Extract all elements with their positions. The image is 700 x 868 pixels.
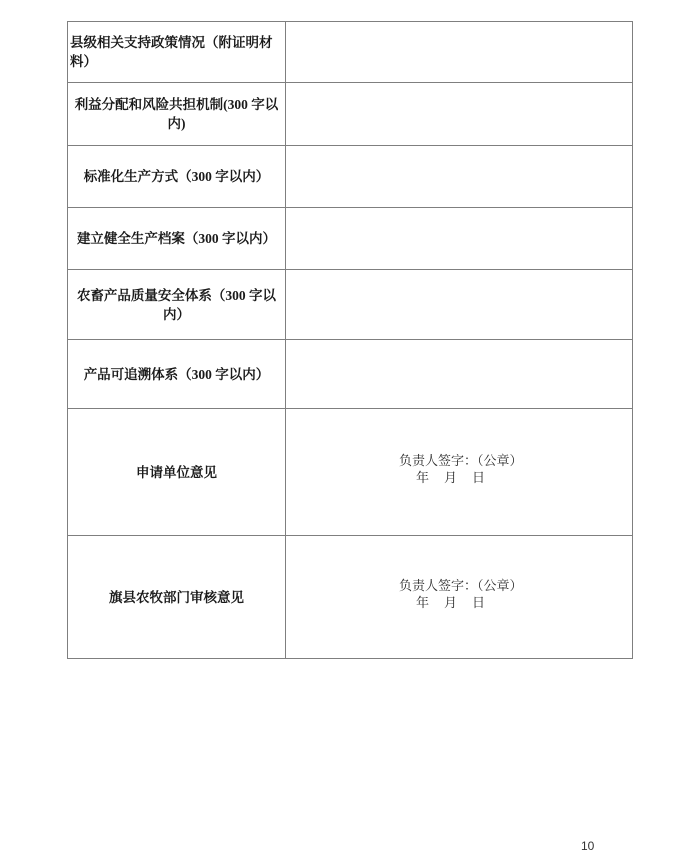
applicant-signature-block — [287, 452, 631, 493]
applicant-opinion-input-cell[interactable] — [286, 409, 633, 536]
row-label-applicant-opinion — [68, 409, 286, 536]
table-row-county-support-policy — [68, 22, 633, 83]
label-text: 建立健全生产档案（300 字以内） — [76, 231, 277, 246]
table-row-applicant-opinion — [68, 409, 633, 536]
label-text: 旗县农牧部门审核意见 — [109, 589, 244, 605]
row-label-standardized-production — [68, 146, 286, 208]
row-label-county-review-opinion — [68, 536, 286, 659]
table-row-traceability-system — [68, 340, 633, 409]
signature-line: 负责人签字：（公章） — [399, 577, 523, 593]
label-text: 农畜产品质量安全体系（300 字以内） — [76, 287, 277, 322]
table-row-benefit-risk-mechanism — [68, 83, 633, 146]
date-line: 年 月 日 — [416, 469, 487, 485]
label-text: 产品可追溯体系（300 字以内） — [83, 366, 270, 382]
table-row-county-review-opinion — [68, 536, 633, 659]
row-label-traceability-system — [68, 340, 286, 409]
county-review-opinion-input-cell[interactable] — [286, 536, 633, 659]
label-text: 标准化生产方式（300 字以内） — [83, 169, 270, 184]
signature-line: 负责人签字：（公章） — [399, 452, 523, 468]
application-form-table — [67, 21, 633, 659]
standardized-production-input-cell[interactable] — [286, 146, 633, 208]
row-label-benefit-risk-mechanism — [68, 83, 286, 146]
production-records-input-cell[interactable] — [286, 208, 633, 270]
label-text: 申请单位意见 — [136, 464, 217, 480]
row-label-quality-safety-system — [68, 270, 286, 340]
county-support-policy-input-cell[interactable] — [286, 22, 633, 83]
benefit-risk-mechanism-input-cell[interactable] — [286, 83, 633, 146]
table-row-production-records — [68, 208, 633, 270]
label-text: 县级相关支持政策情况（附证明材料） — [70, 35, 273, 69]
table-row-quality-safety-system — [68, 270, 633, 340]
page-number: 10 — [581, 839, 595, 853]
label-text: 利益分配和风险共担机制(300 字以内) — [74, 97, 279, 131]
date-line: 年 月 日 — [416, 594, 487, 610]
traceability-system-input-cell[interactable] — [286, 340, 633, 409]
table-row-standardized-production — [68, 146, 633, 208]
quality-safety-system-input-cell[interactable] — [286, 270, 633, 340]
review-signature-block — [287, 577, 631, 618]
row-label-county-support-policy — [68, 22, 286, 83]
row-label-production-records — [68, 208, 286, 270]
